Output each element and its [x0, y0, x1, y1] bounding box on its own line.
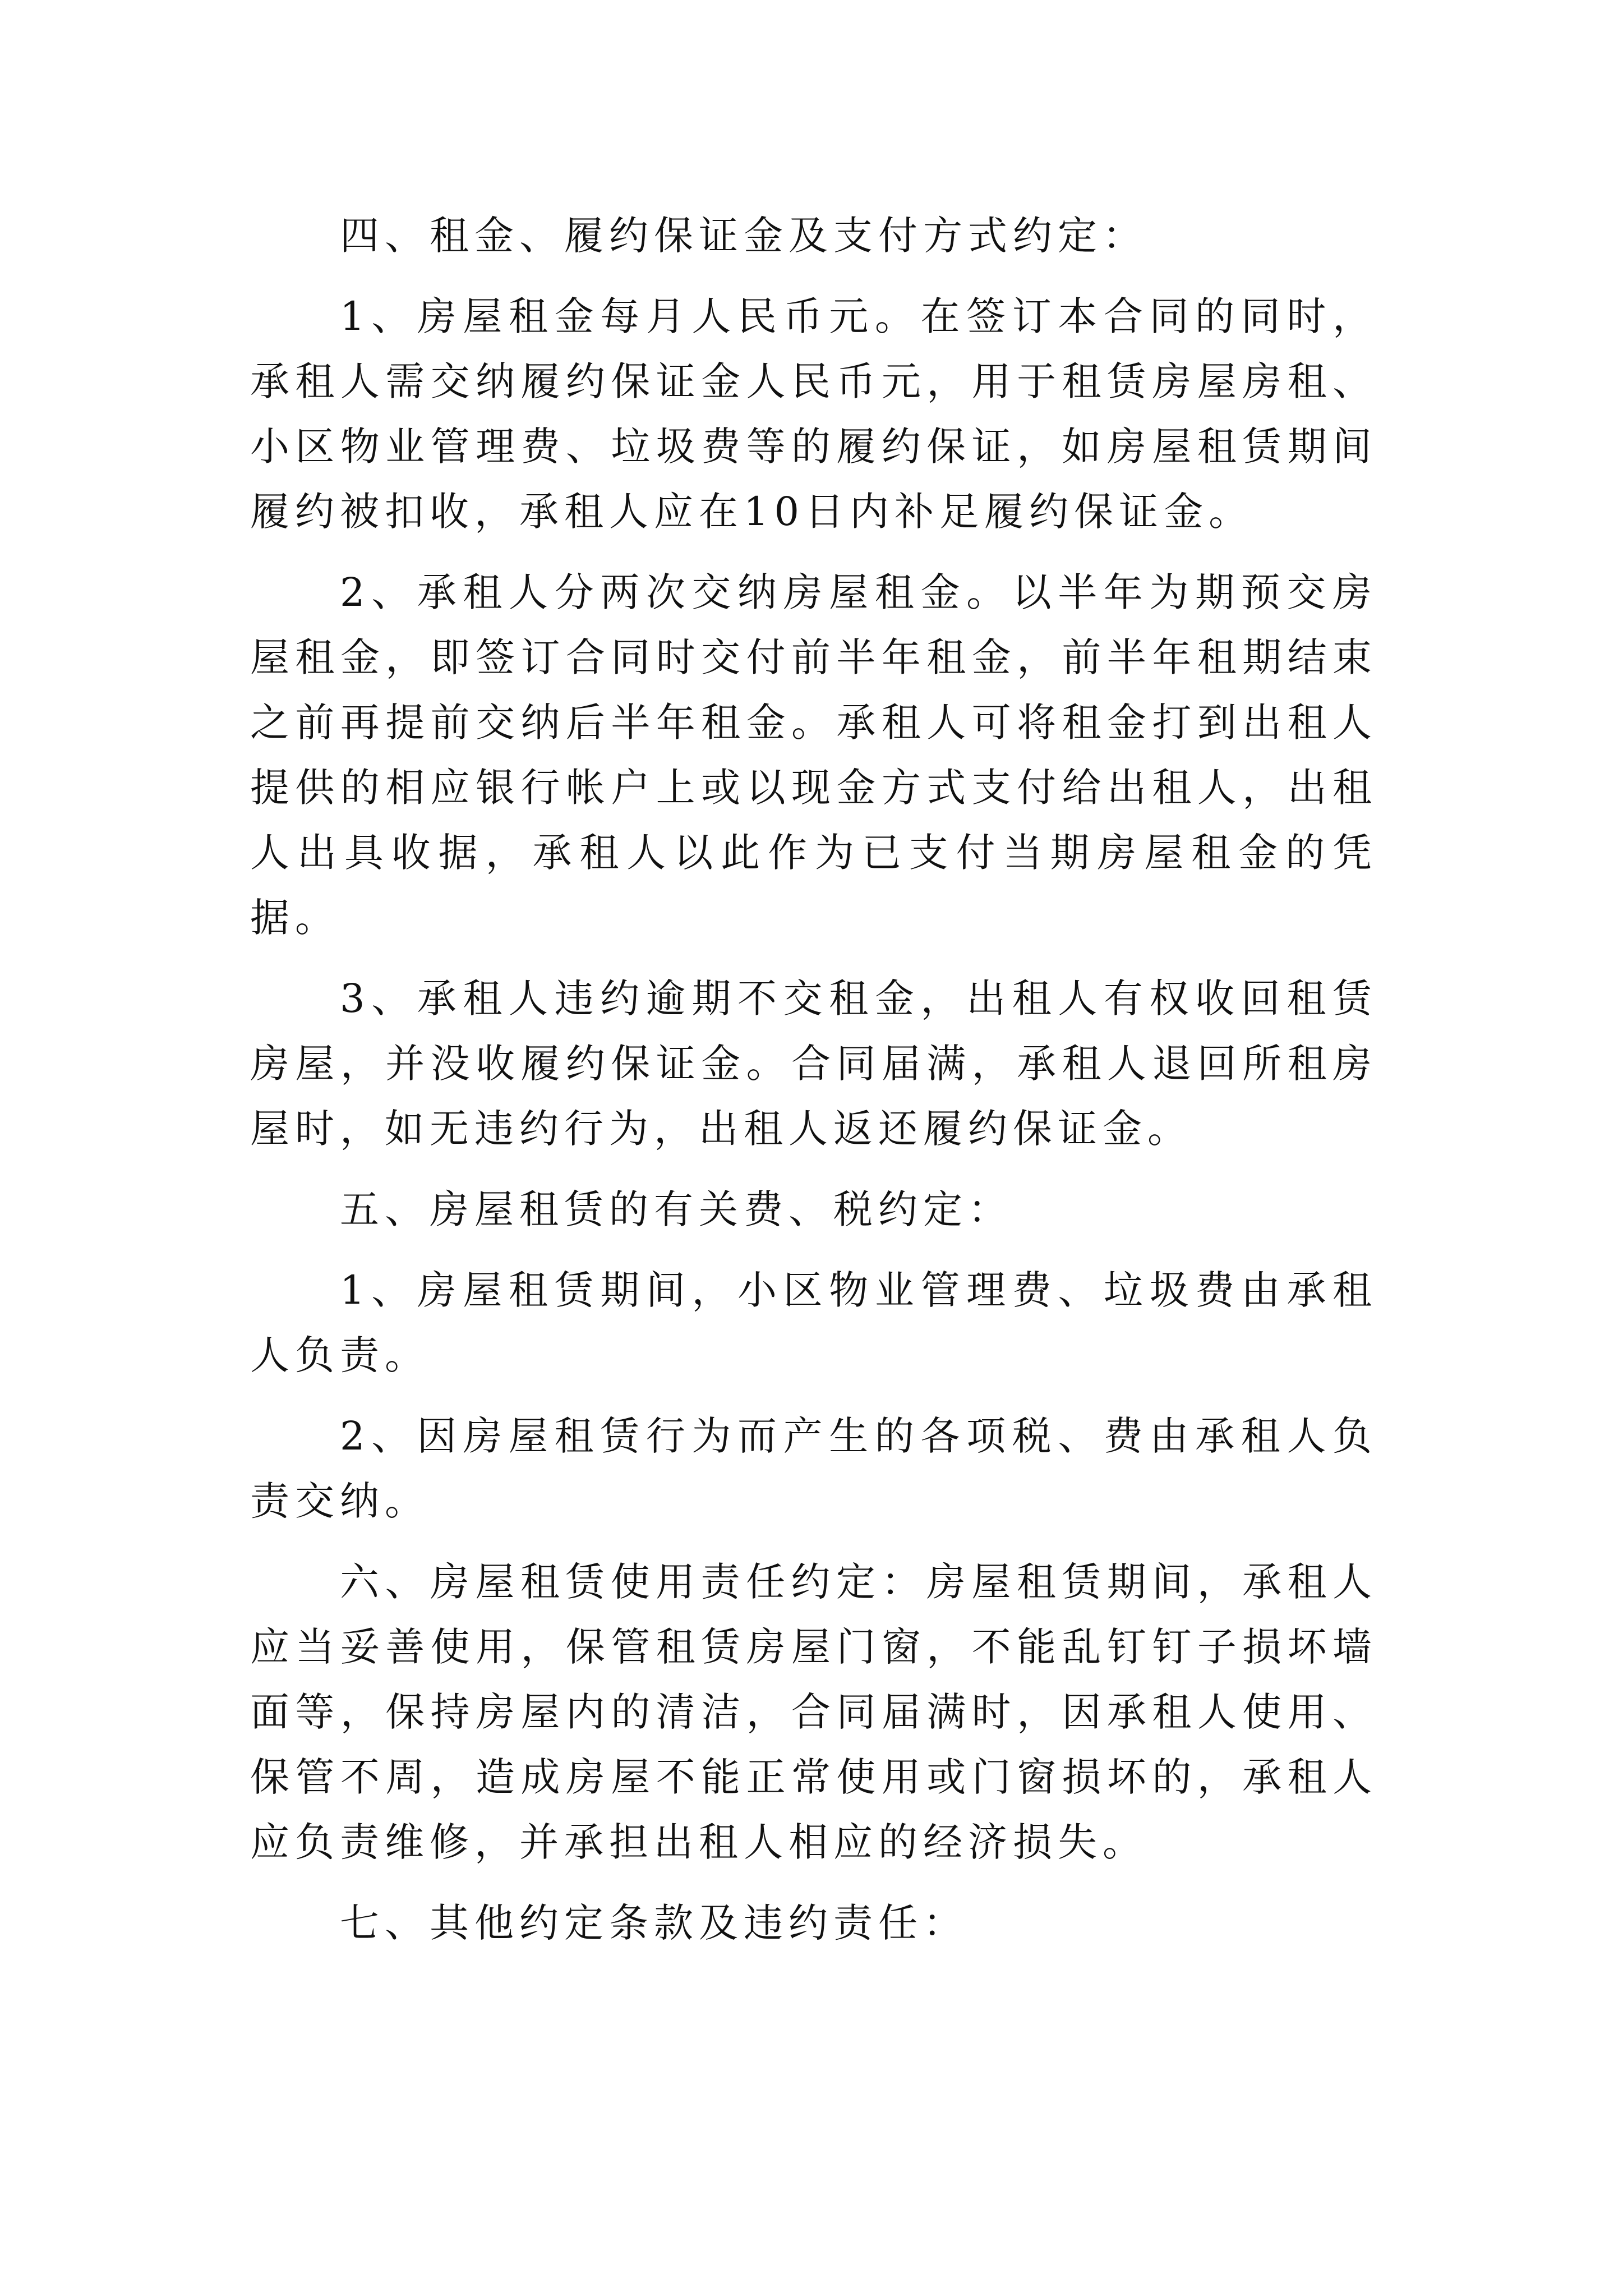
section-heading-other-terms: 七、其他约定条款及违约责任： [340, 1900, 968, 1946]
section-heading-rent: 四、租金、履约保证金及支付方式约定： [340, 213, 1147, 259]
section-heading-fees: 五、房屋租赁的有关费、税约定： [340, 1186, 1013, 1232]
clause-rent-amount: 1、房屋租金每月人民币元。在签订本合同的同时，承租人需交纳履约保证金人民币元，用于租赁房屋房租、小区物业管理费、垃圾费等的履约保证，如房屋租赁期间履约被扣收，承租人应在10日内补足履约保证金。 [250, 293, 1377, 535]
section-usage-responsibility: 六、房屋租赁使用责任约定：房屋租赁期间，承租人应当妥善使用，保管租赁房屋门窗，不能乱钉钉子损坏墙面等，保持房屋内的清洁，合同届满时，因承租人使用、保管不周，造成房屋不能正常使用或门窗损坏的，承租人应负责维修，并承担出租人相应的经济损失。 [250, 1559, 1377, 1865]
clause-fees-tax: 2、因房屋租赁行为而产生的各项税、费由承租人负责交纳。 [250, 1413, 1377, 1524]
clause-fees-property: 1、房屋租赁期间，小区物业管理费、垃圾费由承租人负责。 [250, 1267, 1377, 1378]
document-body [250, 203, 1377, 1971]
clause-rent-default: 3、承租人违约逾期不交租金，出租人有权收回租赁房屋，并没收履约保证金。合同届满，承租人退回所租房屋时，如无违约行为，出租人返还履约保证金。 [250, 976, 1377, 1152]
clause-rent-payment: 2、承租人分两次交纳房屋租金。以半年为期预交房屋租金，即签订合同时交付前半年租金，前半年租期结束之前再提前交纳后半年租金。承租人可将租金打到出租人提供的相应银行帐户上或以现金方式支付给出租人，出租人出具收据，承租人以此作为已支付当期房屋租金的凭据。 [250, 569, 1377, 941]
